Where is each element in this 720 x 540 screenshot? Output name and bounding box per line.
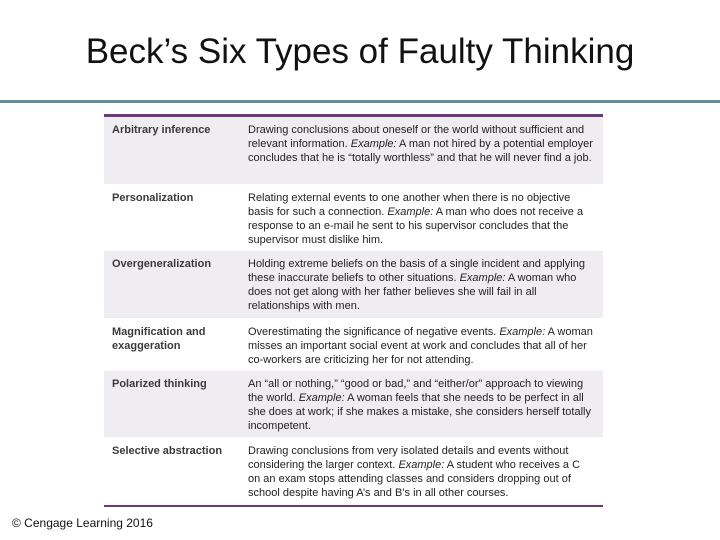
row-definition: Holding extreme beliefs on the basis of a single incident and applying these inaccurate beliefs to other situations. — [248, 258, 585, 284]
row-example: A woman misses an important social event at work and concludes that all of her co-workers are criticizing her for not attending. — [248, 326, 593, 366]
row-description — [240, 371, 603, 437]
row-definition: Overestimating the significance of negative events. — [248, 326, 497, 338]
example-label: Example: — [499, 326, 546, 338]
copyright-footer: © Cengage Learning 2016 — [12, 516, 153, 530]
row-example: A man not hired by a potential employer concludes that he is “totally worthless” and that he will never find a job. — [248, 138, 593, 164]
row-term: Polarized thinking — [112, 378, 207, 390]
faulty-thinking-table — [104, 114, 603, 507]
table-row-overgeneralization — [104, 251, 603, 319]
row-term: Selective abstraction — [112, 445, 223, 457]
title-divider — [0, 100, 720, 103]
table-row-selective-abstraction — [104, 438, 603, 505]
example-label: Example: — [459, 272, 506, 284]
row-example: A woman who does not get along with her father believes she will fail in all relationships with men. — [248, 272, 577, 312]
row-definition: An “all or nothing,” “good or bad,” and “either/or” approach to viewing the world. — [248, 378, 584, 404]
row-description — [240, 117, 603, 184]
table-row-arbitrary-inference — [104, 117, 603, 185]
row-example: A student who receives a C on an exam stops attending classes and considers dropping out of school despite having A’s and B’s in all other courses. — [248, 459, 581, 499]
example-label: Example: — [387, 206, 434, 218]
row-example: A woman feels that she needs to be perfect in all she does at work; if she makes a mistake, she considers herself totally incompetent. — [248, 392, 591, 432]
table-row-polarized-thinking — [104, 371, 603, 438]
row-definition: Drawing conclusions about oneself or the world without sufficient and relevant information. — [248, 124, 585, 150]
row-description — [240, 438, 603, 504]
example-label: Example: — [298, 392, 345, 404]
row-description — [240, 319, 603, 370]
table-row-magnification — [104, 319, 603, 371]
row-term: Magnification and exaggeration — [112, 326, 206, 352]
row-description — [240, 251, 603, 318]
row-term: Overgeneralization — [112, 258, 212, 270]
row-definition: Relating external events to one another when there is no objective basis for such a connection. — [248, 192, 571, 218]
example-label: Example: — [398, 459, 445, 471]
row-description — [240, 185, 603, 250]
example-label: Example: — [350, 138, 397, 150]
row-term: Personalization — [112, 192, 194, 204]
row-definition: Drawing conclusions from very isolated details and events without considering the larger context. — [248, 445, 569, 471]
row-term: Arbitrary inference — [112, 124, 211, 136]
slide-title: Beck’s Six Types of Faulty Thinking — [85, 32, 635, 71]
table-row-personalization — [104, 185, 603, 251]
row-example: A man who does not receive a response to an e-mail he sent to his supervisor concludes that the supervisor must dislike him. — [248, 206, 584, 246]
